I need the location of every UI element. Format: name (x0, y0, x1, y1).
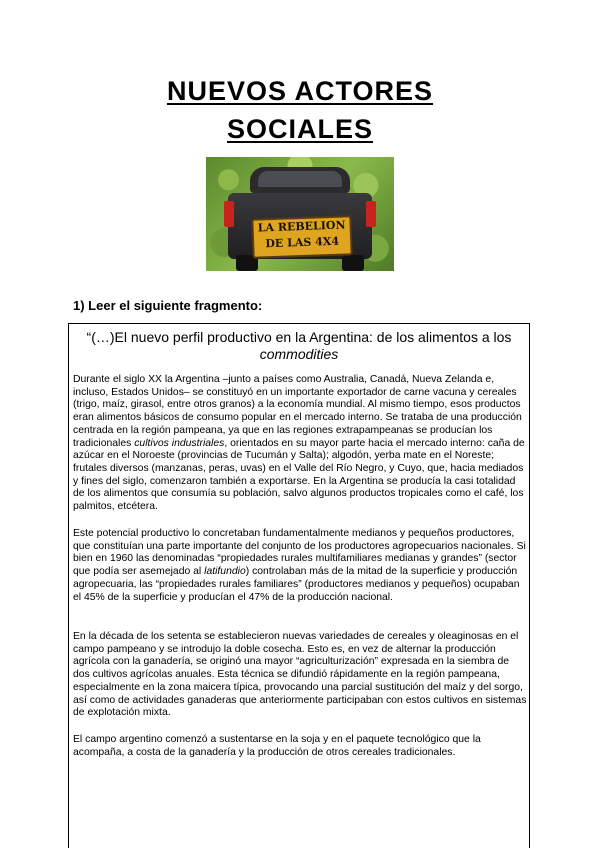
paragraph-1-italic: cultivos industriales (134, 437, 225, 449)
tail-light-left (224, 201, 234, 227)
excerpt-title-italic: commodities (259, 346, 339, 362)
plate-line-1: LA REBELION (257, 218, 346, 235)
plate-line-2: DE LAS 4X4 (265, 234, 340, 251)
paragraph-4: El campo argentino comenzó a sustentarse en la soja y en el paquete tecnológico que la acompaña, a costa de la ganadería y la producción de otros cereales tradicionales. (73, 734, 481, 758)
truck-photo (206, 157, 394, 271)
paragraph-2 (73, 528, 527, 604)
wheel-right (342, 255, 364, 271)
paragraph-1-part-a: Durante el siglo XX la Argentina –junto a países como Australia, Canadá, Nueva Zelanda e, incluso, Estados Unidos– se constituyó en un importante exportador de carne vacuna y cereales (trigo, maíz, girasol, entre otros granos) a la economía mundial. Al mismo tiempo, esos productos eran alimentos básicos de consumo popular en el mercado interno. Se trataba de una producción centrada en la región pampeana, ya que en las regiones extrapampeanas se producían los tradicionales (73, 374, 522, 449)
license-plate-sign (251, 215, 352, 258)
question-label: 1) Leer el siguiente fragmento: (73, 298, 263, 313)
title-line-1: NUEVOS ACTORES (166, 76, 434, 106)
title-line-2: SOCIALES (226, 114, 374, 144)
paragraph-2-italic: latifundio (204, 566, 246, 578)
paragraph-2-part-b: ) controlaban más de la mitad de la superficie y producción agropecuaria, las “propiedades rurales familiares” (productores medianos y pequeños) ocupaban el 45% de la superficie y producían el 47% de la producción nacional. (73, 566, 520, 603)
paragraph-1 (73, 374, 527, 514)
excerpt-title-main: “(…)El nuevo perfil productivo en la Argentina: de los alimentos a los (86, 329, 512, 345)
paragraph-1-part-b: , orientados en su mayor parte hacia el mercado interno: caña de azúcar en el Noroeste (provincias de Tucumán y Salta); algodón, yerba mate en el Noreste; frutales diversos (manzanas, peras, uvas) en el Valle del Río Negro, y Cuyo, que, hacia mediados y fines del siglo, comenzaron también a exportarse. En la Argentina se producía la casi totalidad de los alimentos que consumía su población, salvo algunos productos tropicales como el café, los palmitos, etcétera. (73, 437, 525, 513)
page-title (0, 72, 600, 148)
tail-light-right (366, 201, 376, 227)
paragraph-2-part-a: Este potencial productivo lo concretaban fundamentalmente medianos y pequeños productores, que constituían una parte importante del conjunto de los productores agropecuarios nacionales. Si bien en 1960 las denominadas “propiedades rurales multifamiliares medianas y grandes” (sector que podía ser asemejado al (73, 528, 526, 578)
excerpt-box (68, 323, 530, 848)
paragraph-3: En la década de los setenta se establecieron nuevas variedades de cereales y oleaginosas en el campo pampeano y se introdujo la doble cosecha. Esto es, en vez de alternar la producción agrícola con la ganadería, se originó una mayor “agriculturización” expresada en la siembra de dos cultivos agrícolas anuales. Esta técnica se difundió rápidamente en la región pampeana, especialmente en la zona maicera típica, provocando una parcial sustitución del maíz y del sorgo, así como de actividades ganaderas que anteriormente participaban con estos cultivos en sistemas de explotación mixta. (73, 631, 527, 719)
excerpt-title (69, 329, 529, 363)
truck-window (258, 171, 342, 187)
